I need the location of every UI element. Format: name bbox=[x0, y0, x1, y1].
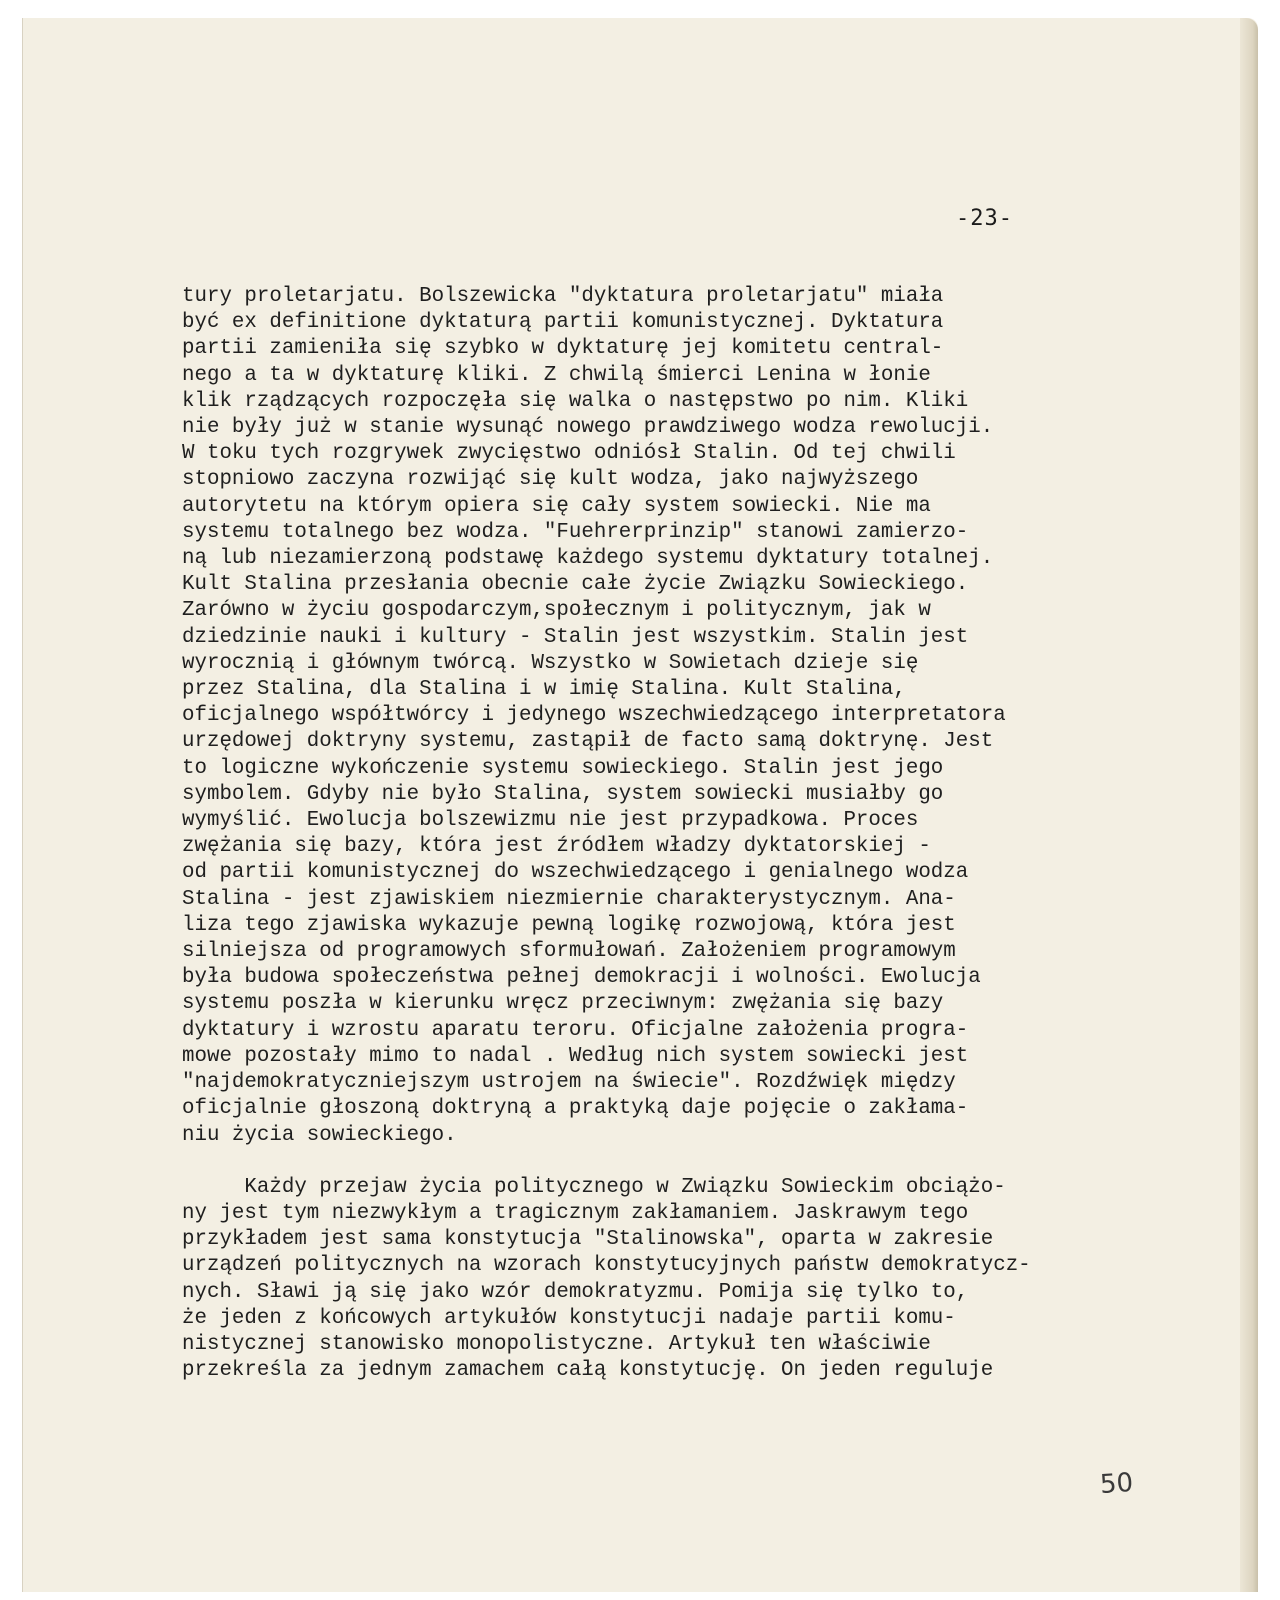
text-line: przykładem jest sama konstytucja "Stalinowska", oparta w zakresie bbox=[182, 1228, 994, 1252]
text-line: urządzeń politycznych na wzorach konstytucyjnych państw demokratycz- bbox=[182, 1254, 1031, 1278]
document-body bbox=[182, 284, 1202, 1384]
text-line: nego a ta w dyktaturę kliki. Z chwilą śmierci Lenina w łonie bbox=[182, 363, 931, 387]
text-line: że jeden z końcowych artykułów konstytucji nadaje partii komu- bbox=[182, 1306, 956, 1330]
text-line: "najdemokratyczniejszym ustrojem na świecie". Rozdźwięk między bbox=[182, 1071, 956, 1095]
text-line: Każdy przejaw życia politycznego w Związku Sowieckim obciążo- bbox=[182, 1175, 1006, 1199]
text-line: niu życia sowieckiego. bbox=[182, 1123, 457, 1147]
text-line: systemu totalnego bez wodza. "Fuehrerprinzip" stanowi zamierzo- bbox=[182, 520, 969, 544]
text-line: dyktatury i wzrostu aparatu teroru. Oficjalne założenia progra- bbox=[182, 1018, 969, 1042]
text-line: Stalina - jest zjawiskiem niezmiernie charakterystycznym. Ana- bbox=[182, 887, 956, 911]
text-line: mowe pozostały mimo to nadal . Według nich system sowiecki jest bbox=[182, 1044, 969, 1068]
text-line: nie były już w stanie wysunąć nowego prawdziwego wodza rewolucji. bbox=[182, 416, 994, 440]
text-line: dziedzinie nauki i kultury - Stalin jest wszystkim. Stalin jest bbox=[182, 625, 969, 649]
text-line: systemu poszła w kierunku wręcz przeciwnym: zwężania się bazy bbox=[182, 992, 944, 1016]
archive-page-number: 50 bbox=[1098, 1467, 1135, 1501]
page-number: -23- bbox=[956, 206, 1013, 231]
text-line: autorytetu na którym opiera się cały system sowiecki. Nie ma bbox=[182, 494, 931, 518]
text-line: przez Stalina, dla Stalina i w imię Stalina. Kult Stalina, bbox=[182, 678, 906, 702]
text-line: klik rządzących rozpoczęła się walka o następstwo po nim. Kliki bbox=[182, 389, 969, 413]
text-line: zwężania się bazy, która jest źródłem władzy dyktatorskiej - bbox=[182, 835, 931, 859]
text-line: partii zamieniła się szybko w dyktaturę jej komitetu central- bbox=[182, 337, 944, 361]
text-line: być ex definitione dyktaturą partii komunistycznej. Dyktatura bbox=[182, 311, 944, 335]
paragraph-1 bbox=[182, 284, 1202, 1149]
text-line: silniejsza od programowych sformułowań. Założeniem programowym bbox=[182, 940, 956, 964]
text-line: od partii komunistycznej do wszechwiedzącego i genialnego wodza bbox=[182, 861, 969, 885]
text-line: ny jest tym niezwykłym a tragicznym zakłamaniem. Jaskrawym tego bbox=[182, 1201, 969, 1225]
text-line: Kult Stalina przesłania obecnie całe życie Związku Sowieckiego. bbox=[182, 573, 969, 597]
text-line: oficjalnego współtwórcy i jedynego wszechwiedzącego interpretatora bbox=[182, 704, 1006, 728]
text-line: wyrocznią i głównym twórcą. Wszystko w Sowietach dzieje się bbox=[182, 651, 919, 675]
text-line: tury proletarjatu. Bolszewicka "dyktatura proletarjatu" miała bbox=[182, 285, 944, 308]
text-line: ną lub niezamierzoną podstawę każdego systemu dyktatury totalnej. bbox=[182, 547, 994, 571]
text-line: wymyślić. Ewolucja bolszewizmu nie jest przypadkowa. Proces bbox=[182, 809, 919, 833]
paragraph-2 bbox=[182, 1175, 1202, 1385]
text-line: nistycznej stanowisko monopolistyczne. Artykuł ten właściwie bbox=[182, 1332, 931, 1356]
text-line: Zarówno w życiu gospodarczym,społecznym i politycznym, jak w bbox=[182, 599, 931, 623]
text-line: to logiczne wykończenie systemu sowieckiego. Stalin jest jego bbox=[182, 756, 944, 780]
text-line: liza tego zjawiska wykazuje pewną logikę rozwojową, która jest bbox=[182, 913, 956, 937]
page-edge bbox=[1240, 18, 1258, 1592]
text-line: nych. Sławi ją się jako wzór demokratyzmu. Pomija się tylko to, bbox=[182, 1280, 969, 1304]
text-line: oficjalnie głoszoną doktryną a praktyką daje pojęcie o zakłama- bbox=[182, 1097, 969, 1121]
text-line: W toku tych rozgrywek zwycięstwo odniósł Stalin. Od tej chwili bbox=[182, 442, 956, 466]
text-line: była budowa społeczeństwa pełnej demokracji i wolności. Ewolucja bbox=[182, 966, 981, 990]
text-line: symbolem. Gdyby nie było Stalina, system sowiecki musiałby go bbox=[182, 782, 944, 806]
text-line: stopniowo zaczyna rozwijąć się kult wodza, jako najwyższego bbox=[182, 468, 919, 492]
text-line: urzędowej doktryny systemu, zastąpił de facto samą doktrynę. Jest bbox=[182, 730, 994, 754]
paragraph-spacer bbox=[182, 1149, 1202, 1175]
text-line: przekreśla za jednym zamachem całą konstytucję. On jeden reguluje bbox=[182, 1359, 994, 1383]
